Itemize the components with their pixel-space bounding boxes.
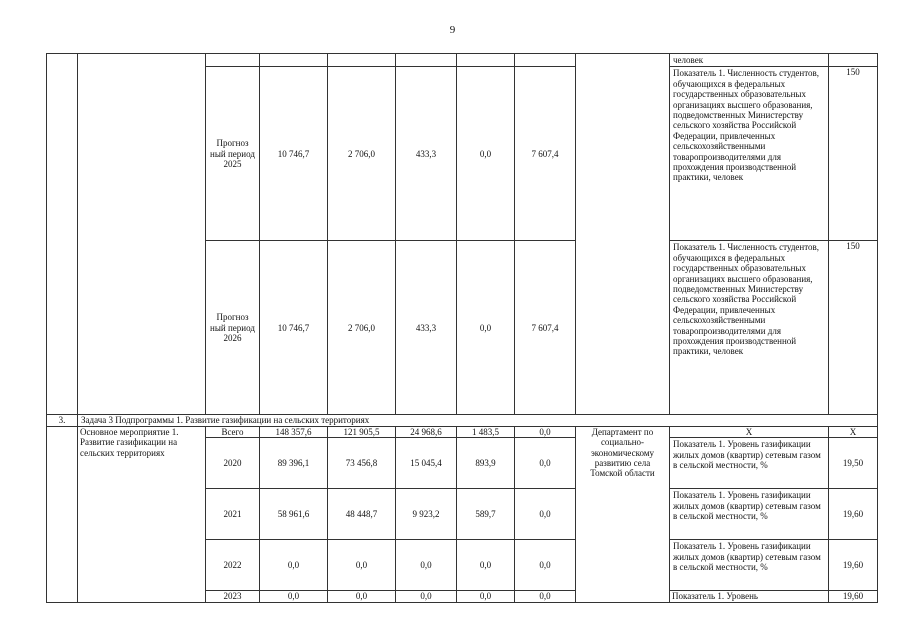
task-title-cell: Задача 3 Подпрограммы 1. Развитие газификации на сельских территориях	[78, 415, 878, 426]
period-cell: 2020	[206, 438, 260, 489]
regional-cell: 15 045,4	[396, 438, 457, 489]
regional-cell: 0,0	[396, 591, 457, 602]
extra-cell: 7 607,4	[515, 241, 576, 415]
federal-cell: 0,0	[328, 540, 396, 591]
local-cell: 589,7	[457, 489, 515, 540]
extra-cell: 0,0	[515, 540, 576, 591]
total-cell	[260, 54, 328, 67]
total-cell: 0,0	[260, 540, 328, 591]
indicator-value-cell: 19,60	[829, 591, 878, 602]
indicator-value-cell: 150	[829, 241, 878, 415]
period-cell: 2021	[206, 489, 260, 540]
total-cell: 89 396,1	[260, 438, 328, 489]
federal-cell: 2 706,0	[328, 67, 396, 241]
indicator-cell: Показатель 1. Уровень	[670, 591, 829, 602]
indicator-value-cell: 19,60	[829, 489, 878, 540]
local-cell: 893,9	[457, 438, 515, 489]
period-cell: Прогноз ный период 2026	[206, 241, 260, 415]
activity-cell	[78, 54, 206, 415]
period-cell: 2023	[206, 591, 260, 602]
federal-cell: 0,0	[328, 591, 396, 602]
local-cell: 0,0	[457, 540, 515, 591]
executor-cell	[576, 54, 670, 415]
regional-cell: 24 968,6	[396, 426, 457, 437]
local-cell: 0,0	[457, 241, 515, 415]
regional-cell: 9 923,2	[396, 489, 457, 540]
indicator-cell: Показатель 1. Уровень газификации жилых домов (квартир) сетевым газом в сельской местности, %	[670, 540, 829, 591]
extra-cell	[515, 54, 576, 67]
federal-cell: 121 905,5	[328, 426, 396, 437]
local-cell: 0,0	[457, 67, 515, 241]
indicator-cell: Показатель 1. Уровень газификации жилых домов (квартир) сетевым газом в сельской местности, %	[670, 489, 829, 540]
regional-cell	[396, 54, 457, 67]
total-cell: 10 746,7	[260, 241, 328, 415]
page-number: 9	[449, 24, 456, 36]
task-number-cell: 3.	[47, 415, 78, 426]
local-cell: 1 483,5	[457, 426, 515, 437]
local-cell: 0,0	[457, 591, 515, 602]
regional-cell: 0,0	[396, 540, 457, 591]
total-cell: 0,0	[260, 591, 328, 602]
indicator-value-cell	[829, 54, 878, 67]
federal-cell	[328, 54, 396, 67]
indicator-value-cell: X	[829, 426, 878, 437]
extra-cell: 0,0	[515, 426, 576, 437]
table-row	[47, 426, 878, 437]
extra-cell: 0,0	[515, 591, 576, 602]
total-cell: 58 961,6	[260, 489, 328, 540]
indicator-cell: Показатель 1. Уровень газификации жилых домов (квартир) сетевым газом в сельской местности, %	[670, 438, 829, 489]
local-cell	[457, 54, 515, 67]
table-row	[47, 54, 878, 67]
regional-cell: 433,3	[396, 241, 457, 415]
indicator-cell: человек	[670, 54, 829, 67]
extra-cell: 7 607,4	[515, 67, 576, 241]
federal-cell: 48 448,7	[328, 489, 396, 540]
extra-cell: 0,0	[515, 489, 576, 540]
federal-cell: 73 456,8	[328, 438, 396, 489]
indicator-cell: Показатель 1. Численность студентов, обучающихся в федеральных государственных образовательных организациях высшего образования, подведомственных Министерству сельского хозяйства Российской Федерации, привлеченных сельскохозяйственными товаропроизводителями для прохождения производственной практики, человек	[670, 67, 829, 241]
task-row	[47, 415, 878, 426]
row-number-cell	[47, 54, 78, 415]
indicator-cell: X	[670, 426, 829, 437]
period-cell: 2022	[206, 540, 260, 591]
indicator-cell: Показатель 1. Численность студентов, обучающихся в федеральных государственных образовательных организациях высшего образования, подведомственных Министерству сельского хозяйства Российской Федерации, привлеченных сельскохозяйственными товаропроизводителями для прохождения производственной практики, человек	[670, 241, 829, 415]
total-cell: 10 746,7	[260, 67, 328, 241]
federal-cell: 2 706,0	[328, 241, 396, 415]
activity-title-cell: Основное мероприятие 1. Развитие газификации на сельских территориях	[78, 426, 206, 602]
extra-cell: 0,0	[515, 438, 576, 489]
period-cell	[206, 54, 260, 67]
indicator-value-cell: 19,50	[829, 438, 878, 489]
period-cell: Всего	[206, 426, 260, 437]
row-number-cell	[47, 426, 78, 602]
period-cell: Прогноз ный период 2025	[206, 67, 260, 241]
indicator-value-cell: 150	[829, 67, 878, 241]
executor-cell: Департамент по социально-экономическому развитию села Томской области	[576, 426, 670, 602]
total-cell: 148 357,6	[260, 426, 328, 437]
indicator-value-cell: 19,60	[829, 540, 878, 591]
regional-cell: 433,3	[396, 67, 457, 241]
budget-table	[46, 53, 878, 603]
